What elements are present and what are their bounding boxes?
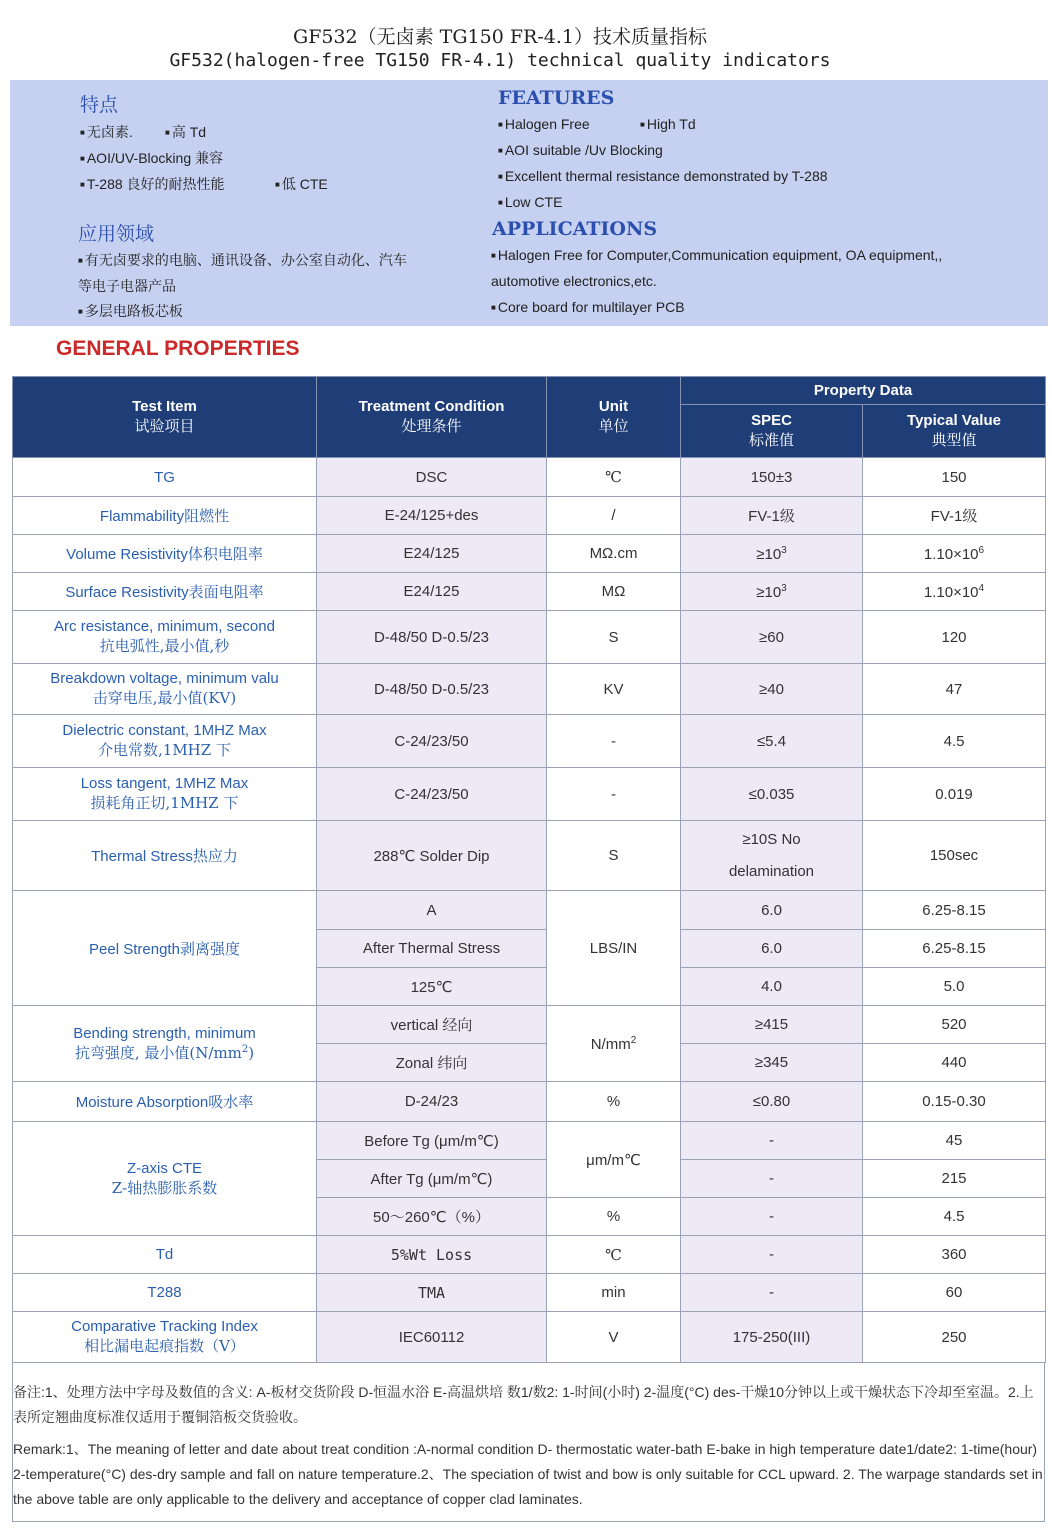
row-unit: ℃ (547, 458, 681, 497)
features-panel (10, 80, 1048, 326)
row-unit: min (547, 1274, 681, 1312)
row-typical: 6.25-8.15 (863, 891, 1046, 930)
row-typical: $1.10\times 10^4$ (863, 573, 1046, 611)
row-spec: - (681, 1274, 863, 1312)
table-row (13, 535, 1046, 573)
row-condition: vertical 经向 (317, 1006, 547, 1044)
row-unit: $N/mm^2$ (547, 1006, 681, 1082)
row-unit: V (547, 1312, 681, 1363)
row-condition: 5%Wt Loss (317, 1236, 547, 1274)
table-row (13, 768, 1046, 821)
row-typical: FV-1级 (863, 497, 1046, 535)
row-spec: - (681, 1198, 863, 1236)
row-unit: S (547, 611, 681, 664)
row-typical: 4.5 (863, 715, 1046, 768)
table-row (13, 891, 1046, 930)
features-en-item: ■ Excellent thermal resistance demonstrated by T-288 (498, 168, 828, 184)
applications-en-item: ■ Core board for multilayer PCB (491, 299, 685, 315)
row-unit: MΩ (547, 573, 681, 611)
row-typical: 0.15-0.30 (863, 1082, 1046, 1122)
row-item: Loss tangent, 1MHZ Max 损耗角正切,1MHZ 下 (13, 768, 317, 821)
row-unit: MΩ.cm (547, 535, 681, 573)
applications-en-item: automotive electronics,etc. (491, 273, 657, 289)
header-test-item: Test Item 试验项目 (13, 377, 317, 458)
row-spec: ≤5.4 (681, 715, 863, 768)
row-unit: ℃ (547, 1236, 681, 1274)
row-condition: After Tg (μm/m℃) (317, 1160, 547, 1198)
row-item: Bending strength, minimum 抗弯强度, 最小值$(N/mm^2)$ (13, 1006, 317, 1082)
row-unit: % (547, 1082, 681, 1122)
row-unit: / (547, 497, 681, 535)
header-spec: SPEC 标准值 (681, 405, 863, 458)
row-item: Arc resistance, minimum, second 抗电弧性,最小值,秒 (13, 611, 317, 664)
row-item: Volume Resistivity体积电阻率 (13, 535, 317, 573)
table-row (13, 1312, 1046, 1363)
row-spec: ≥10S No delamination (681, 821, 863, 891)
row-item: T288 (13, 1274, 317, 1312)
table-row (13, 664, 1046, 715)
row-spec: ≥415 (681, 1006, 863, 1044)
table-row (13, 1122, 1046, 1160)
table-row (13, 573, 1046, 611)
row-spec: ≤0.035 (681, 768, 863, 821)
row-condition: DSC (317, 458, 547, 497)
applications-cn-item: ■ 有无卤要求的电脑、通讯设备、办公室自动化、汽车 (78, 250, 407, 270)
row-unit: μm/m℃ (547, 1122, 681, 1198)
table-row (13, 1274, 1046, 1312)
applications-cn-item: ■ 多层电路板芯板 (78, 301, 183, 321)
row-item: TG (13, 458, 317, 497)
row-spec: 6.0 (681, 891, 863, 930)
table-row (13, 611, 1046, 664)
row-item: Moisture Absorption吸水率 (13, 1082, 317, 1122)
row-typical: 215 (863, 1160, 1046, 1198)
row-condition: D-48/50 D-0.5/23 (317, 611, 547, 664)
section-title: GENERAL PROPERTIES (56, 337, 300, 360)
row-typical: 120 (863, 611, 1046, 664)
row-condition: C-24/23/50 (317, 715, 547, 768)
row-item: Thermal Stress热应力 (13, 821, 317, 891)
row-unit: LBS/IN (547, 891, 681, 1006)
row-spec: FV-1级 (681, 497, 863, 535)
header-typical-value: Typical Value 典型值 (863, 405, 1046, 458)
table-row (13, 821, 1046, 891)
row-condition: E24/125 (317, 535, 547, 573)
row-item: Flammability阻燃性 (13, 497, 317, 535)
remarks-box (12, 1362, 1045, 1522)
applications-en-item: ■ Halogen Free for Computer,Communication equipment, OA equipment,, (491, 247, 942, 263)
row-typical: 6.25-8.15 (863, 930, 1046, 968)
row-condition: D-24/23 (317, 1082, 547, 1122)
row-typical: 45 (863, 1122, 1046, 1160)
row-condition: After Thermal Stress (317, 930, 547, 968)
row-unit: - (547, 715, 681, 768)
row-typical: $1.10\times 10^6$ (863, 535, 1046, 573)
features-en-item: ■ Low CTE (498, 194, 562, 210)
header-treatment-condition: Treatment Condition 处理条件 (317, 377, 547, 458)
row-condition: A (317, 891, 547, 930)
page-title-cn: GF532（无卤素 TG150 FR-4.1）技术质量指标 (293, 26, 707, 48)
features-en-item: ■ High Td (640, 116, 696, 132)
features-en-heading: FEATURES (498, 87, 615, 109)
row-condition: 288℃ Solder Dip (317, 821, 547, 891)
row-spec: - (681, 1160, 863, 1198)
row-condition: D-48/50 D-0.5/23 (317, 664, 547, 715)
table-row (13, 458, 1046, 497)
table-row (13, 1082, 1046, 1122)
row-typical: 360 (863, 1236, 1046, 1274)
features-en-item: ■ AOI suitable /Uv Blocking (498, 142, 663, 158)
row-typical: 4.5 (863, 1198, 1046, 1236)
table-row (13, 497, 1046, 535)
row-typical: 440 (863, 1044, 1046, 1082)
row-spec: - (681, 1236, 863, 1274)
row-typical: 250 (863, 1312, 1046, 1363)
features-cn-item: ■ AOI/UV-Blocking 兼容 (80, 148, 223, 168)
row-condition: Zonal 纬向 (317, 1044, 547, 1082)
row-typical: 5.0 (863, 968, 1046, 1006)
row-spec: - (681, 1122, 863, 1160)
row-spec: 175-250(III) (681, 1312, 863, 1363)
row-unit: KV (547, 664, 681, 715)
features-en-item: ■ Halogen Free (498, 116, 590, 132)
row-item: Peel Strength剥离强度 (13, 891, 317, 1006)
row-spec: 150±3 (681, 458, 863, 497)
header-unit: Unit 单位 (547, 377, 681, 458)
row-item: Dielectric constant, 1MHZ Max 介电常数,1MHZ 下 (13, 715, 317, 768)
table-row (13, 715, 1046, 768)
header-property-data: Property Data (681, 377, 1046, 405)
table-row (13, 1236, 1046, 1274)
row-condition: 125℃ (317, 968, 547, 1006)
remark-cn: 备注:1、处理方法中字母及数值的含义: A-板材交货阶段 D-恒温水浴 E-高温烘培 数1/数2: 1-时间(小时) 2-温度(°C) des-干燥10分钟以上或干燥状态下冷却至室温。2.上表所定翘曲度标准仅适用于覆铜箔板交货验收。 (13, 1384, 1034, 1425)
applications-cn-item: 等电子电器产品 (78, 278, 176, 294)
row-typical: 47 (863, 664, 1046, 715)
features-cn-item: ■ 无卤素. (80, 122, 133, 142)
row-condition: Before Tg (μm/m℃) (317, 1122, 547, 1160)
row-condition: E-24/125+des (317, 497, 547, 535)
row-unit: S (547, 821, 681, 891)
features-cn-item: ■ 高 Td (165, 122, 206, 142)
row-condition: IEC60112 (317, 1312, 547, 1363)
page-title-en: GF532(halogen-free TG150 FR-4.1) technical quality indicators (169, 50, 831, 71)
properties-table (12, 376, 1046, 1363)
row-unit: - (547, 768, 681, 821)
row-item: Surface Resistivity表面电阻率 (13, 573, 317, 611)
row-typical: 150sec (863, 821, 1046, 891)
row-item: Breakdown voltage, minimum valu 击穿电压,最小值(KV) (13, 664, 317, 715)
row-item: Td (13, 1236, 317, 1274)
row-item: Comparative Tracking Index 相比漏电起痕指数（V） (13, 1312, 317, 1363)
row-condition: TMA (317, 1274, 547, 1312)
remark-en: Remark:1、The meaning of letter and date about treat condition :A-normal condition D- thermostatic water-bath E-bake in high temperature date1/date2: 1-time(hour) 2-temperature(°C) des-dry sample and fall on nature temperature.2、The speciation of twist and bow is only suitable for CCL upward. 2. The warpage standards set in the above table are only applicable to the delivery and acceptance of copper clad laminates. (13, 1441, 1043, 1507)
features-cn-heading: 特点 (80, 94, 119, 116)
row-spec: ≥60 (681, 611, 863, 664)
row-condition: 50～260℃（%） (317, 1198, 547, 1236)
row-spec: $\ge 10^3$ (681, 573, 863, 611)
row-typical: 0.019 (863, 768, 1046, 821)
applications-en-heading: APPLICATIONS (492, 218, 658, 240)
row-spec: ≤0.80 (681, 1082, 863, 1122)
row-condition: C-24/23/50 (317, 768, 547, 821)
row-typical: 150 (863, 458, 1046, 497)
row-condition: E24/125 (317, 573, 547, 611)
table-row (13, 1006, 1046, 1044)
row-unit: % (547, 1198, 681, 1236)
row-typical: 520 (863, 1006, 1046, 1044)
features-cn-item: ■ 低 CTE (275, 174, 328, 194)
row-item: Z-axis CTE Z-轴热膨胀系数 (13, 1122, 317, 1236)
row-spec: 4.0 (681, 968, 863, 1006)
row-spec: $\ge 10^3$ (681, 535, 863, 573)
row-spec: ≥345 (681, 1044, 863, 1082)
features-cn-item: ■ T-288 良好的耐热性能 (80, 174, 225, 194)
row-spec: 6.0 (681, 930, 863, 968)
row-typical: 60 (863, 1274, 1046, 1312)
row-spec: ≥40 (681, 664, 863, 715)
applications-cn-heading: 应用领域 (78, 223, 155, 245)
